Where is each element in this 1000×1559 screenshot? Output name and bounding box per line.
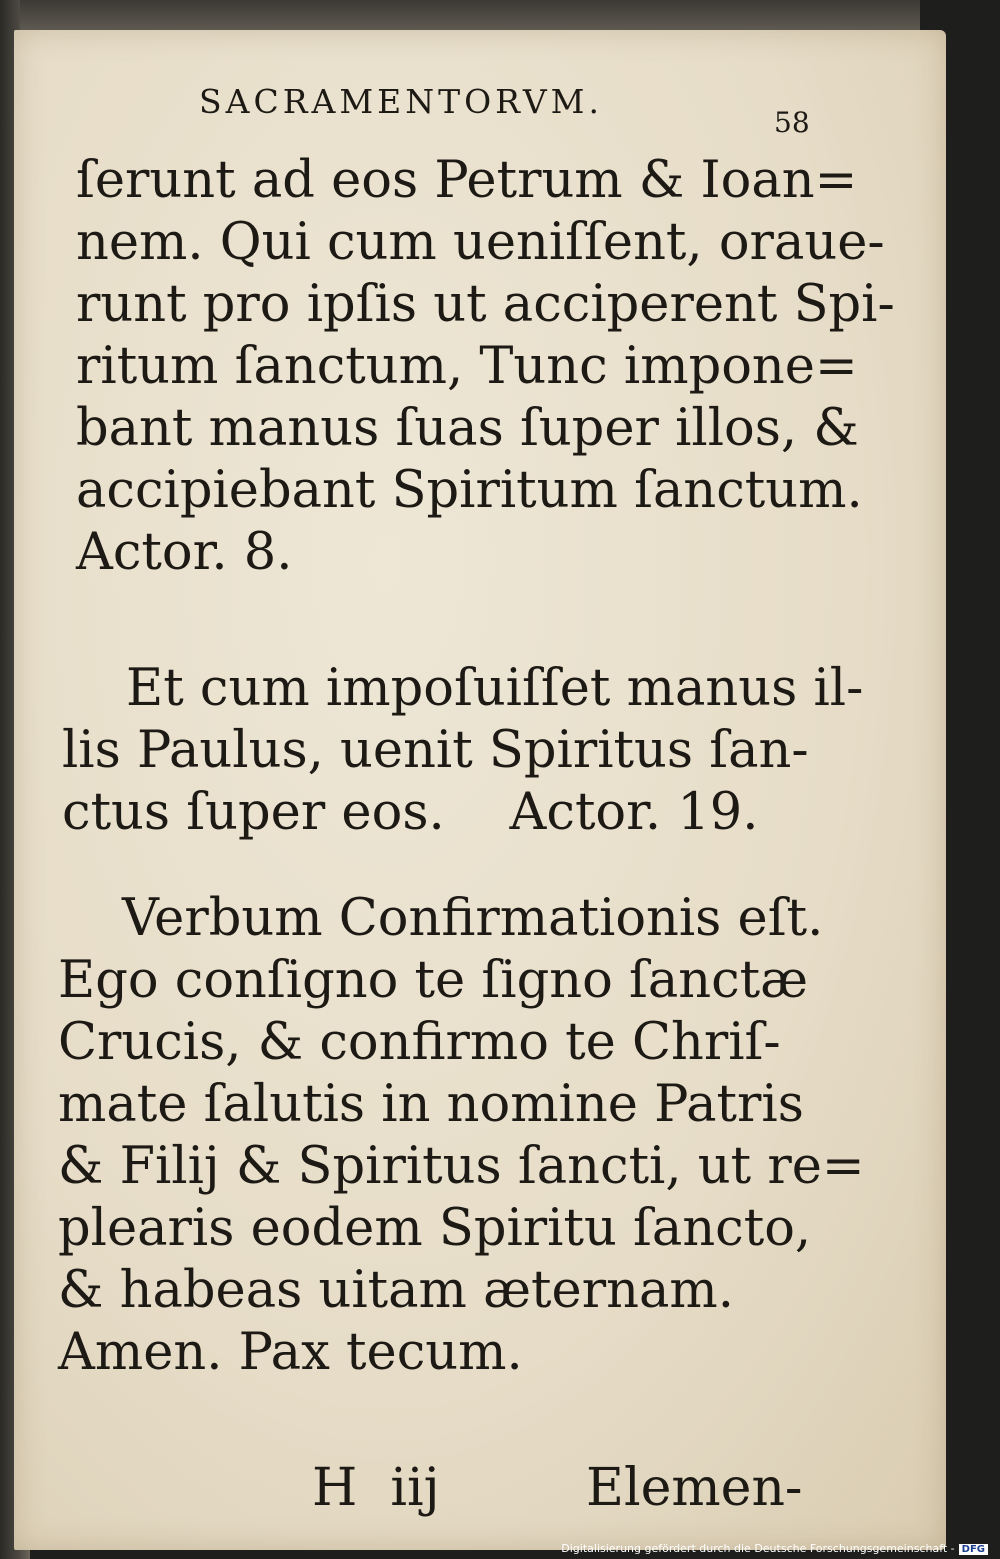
text-line: accipiebant Spiritum ſanctum. (76, 461, 863, 520)
text-line: Actor. 8. (76, 523, 293, 582)
text-line: runt pro ipſis ut acciperent Spi- (76, 275, 895, 334)
digitization-credit (561, 1542, 988, 1555)
text-line: & Filij & Spiritus ſancti, ut re= (58, 1137, 865, 1196)
text-line: ſerunt ad eos Petrum & Ioan= (76, 151, 858, 210)
book-binding-top (20, 0, 920, 32)
signature-mark: H iij (312, 1458, 440, 1518)
text-line: nem. Qui cum ueniſſent, oraue- (76, 213, 885, 272)
text-line: ritum ſanctum, Tunc impone= (76, 337, 858, 396)
paragraph-1 (76, 150, 895, 584)
text-line: mate ſalutis in nomine Patris (58, 1075, 804, 1134)
catchword: Elemen- (586, 1458, 803, 1518)
paragraph-2 (62, 658, 863, 844)
text-line: ctus ſuper eos. Actor. 19. (62, 783, 759, 842)
text-line: lis Paulus, uenit Spiritus ſan- (62, 721, 809, 780)
credit-text: Digitalisierung gefördert durch die Deutsche Forschungsgemeinschaft - (561, 1542, 955, 1555)
text-line: Verbum Confirmationis eſt. (122, 889, 824, 948)
text-line: & habeas uitam æternam. (58, 1261, 734, 1320)
text-line: bant manus ſuas ſuper illos, & (76, 399, 859, 458)
running-title: SACRAMENTORVM. (199, 82, 603, 121)
paragraph-3 (58, 888, 865, 1384)
text-line: Amen. Pax tecum. (58, 1323, 523, 1382)
book-page (14, 30, 946, 1550)
text-line: Et cum impoſuiſſet manus il- (126, 659, 864, 718)
page-number: 58 (774, 106, 810, 139)
dfg-logo-icon: DFG (959, 1544, 988, 1555)
text-line: plearis eodem Spiritu ſancto, (58, 1199, 812, 1258)
text-line: Ego conſigno te ſigno ſanctæ (58, 951, 809, 1010)
text-line: Crucis, & confirmo te Chriſ- (58, 1013, 781, 1072)
